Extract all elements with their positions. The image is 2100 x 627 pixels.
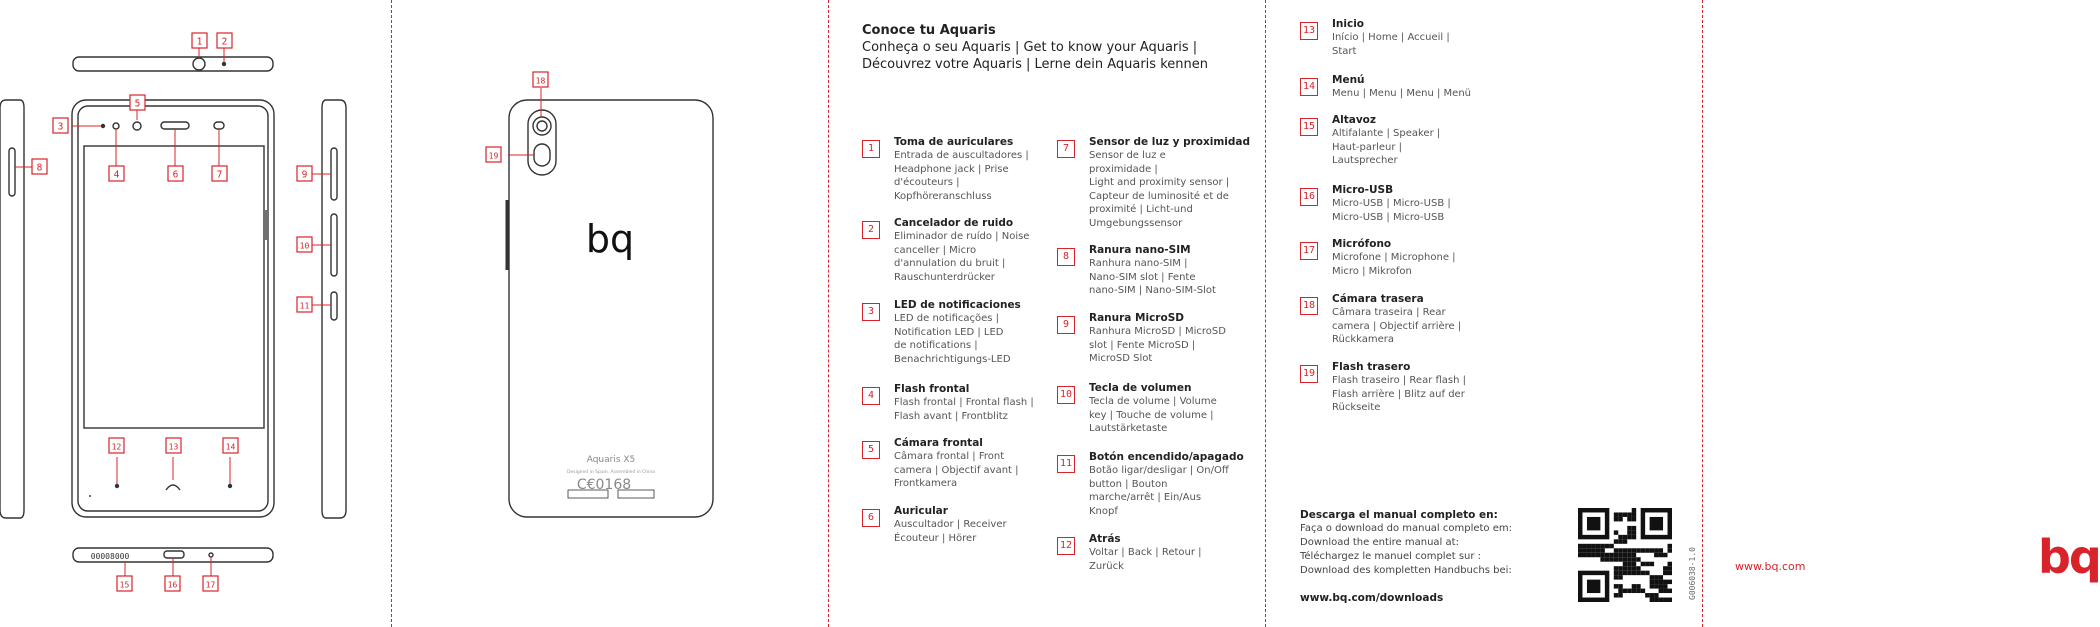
part-name: Altavoz bbox=[1332, 114, 1376, 126]
part-description-line: Botão ligar/desligar | On/Off bbox=[1089, 465, 1229, 476]
part-description bbox=[1089, 149, 1229, 230]
callout-15: 15 bbox=[119, 580, 130, 590]
part-number-box: 14 bbox=[1300, 78, 1318, 96]
part-description-line: Rauschunterdrücker bbox=[894, 271, 995, 283]
part-name: Botón encendido/apagado bbox=[1089, 451, 1244, 463]
part-description-line: Haut-parleur | bbox=[1332, 141, 1403, 153]
part-description-line: Lautstärketaste bbox=[1089, 423, 1168, 434]
download-line: Faça o download do manual completo em: bbox=[1300, 523, 1512, 534]
part-description-line: Kopfhöreranschluss bbox=[894, 190, 992, 202]
part-description-line: Zurück bbox=[1089, 560, 1124, 572]
part-description-line: Umgebungssensor bbox=[1089, 217, 1183, 229]
callout-7: 7 bbox=[216, 169, 223, 181]
part-description bbox=[1089, 546, 1202, 573]
part-name: Auricular bbox=[894, 505, 948, 517]
part-description-line: Light and proximity sensor | bbox=[1089, 177, 1230, 188]
part-number-box: 1 bbox=[862, 140, 880, 158]
website-link[interactable]: www.bq.com bbox=[1735, 560, 1806, 573]
phone-top-view bbox=[73, 57, 273, 71]
part-description-line: Altifalante | Speaker | bbox=[1332, 128, 1441, 139]
part-number-box: 3 bbox=[862, 303, 880, 321]
part-description bbox=[894, 396, 1034, 423]
part-name: Menú bbox=[1332, 74, 1365, 86]
part-name: LED de notificaciones bbox=[894, 299, 1021, 311]
front-camera bbox=[133, 122, 141, 130]
part-description-line: Capteur de luminosité et de bbox=[1089, 190, 1229, 202]
callout-2: 2 bbox=[221, 36, 228, 48]
part-description-line: Ranhura nano-SIM | bbox=[1089, 258, 1188, 269]
part-description bbox=[1332, 31, 1450, 58]
part-description-line: slot | Fente MicroSD | bbox=[1089, 339, 1196, 351]
part-description-line: Rückkamera bbox=[1332, 334, 1395, 345]
part-description-line: Notification LED | LED bbox=[894, 326, 1004, 338]
part-description-line: nano-SIM | Nano-SIM-Slot bbox=[1089, 285, 1216, 296]
brand-logo: bq bbox=[2038, 530, 2100, 584]
micro-usb-port bbox=[164, 551, 184, 558]
callout-9: 9 bbox=[301, 169, 308, 181]
part-number-box: 12 bbox=[1057, 537, 1075, 555]
callout-17: 17 bbox=[205, 580, 216, 590]
part-description-line: Eliminador de ruído | Noise bbox=[894, 231, 1030, 242]
callout-12: 12 bbox=[111, 442, 122, 452]
part-number-box: 18 bbox=[1300, 297, 1318, 315]
phone-right-side bbox=[322, 100, 346, 518]
part-number-box: 7 bbox=[1057, 140, 1075, 158]
microphone-hole bbox=[209, 553, 213, 557]
home-key bbox=[166, 485, 180, 490]
part-name: Atrás bbox=[1089, 533, 1121, 545]
part-number-box: 8 bbox=[1057, 248, 1075, 266]
part-number-box: 16 bbox=[1300, 188, 1318, 206]
rear-flash bbox=[534, 144, 550, 166]
part-number-box: 5 bbox=[862, 441, 880, 459]
part-name: Micro-USB bbox=[1332, 184, 1394, 196]
part-name: Ranura nano-SIM bbox=[1089, 244, 1191, 256]
back-key bbox=[116, 485, 119, 488]
part-number-box: 6 bbox=[862, 509, 880, 527]
page-subtitle-2: Découvrez votre Aquaris | Lerne dein Aquaris kennen bbox=[862, 57, 1208, 72]
part-number-box: 2 bbox=[862, 221, 880, 239]
callout-19: 19 bbox=[488, 151, 499, 161]
part-name: Toma de auriculares bbox=[894, 136, 1014, 148]
callout-16: 16 bbox=[167, 580, 178, 590]
part-description-line: d'écouteurs | bbox=[894, 177, 960, 188]
part-description-line: Rückseite bbox=[1332, 402, 1381, 413]
part-description-line: Micro-USB | Micro-USB bbox=[1332, 211, 1445, 223]
part-name: Micrófono bbox=[1332, 238, 1392, 250]
qr-code bbox=[1578, 508, 1672, 602]
part-description-line: Frontkamera bbox=[894, 478, 958, 489]
callout-10: 10 bbox=[299, 241, 310, 251]
volume-key bbox=[331, 214, 337, 276]
part-description-line: Flash traseiro | Rear flash | bbox=[1332, 375, 1467, 386]
microsd-slot bbox=[331, 148, 337, 200]
part-description bbox=[1089, 464, 1229, 518]
back-cert: C€0168 bbox=[576, 477, 632, 493]
part-description-line: proximité | Licht-und bbox=[1089, 204, 1193, 215]
power-key bbox=[331, 292, 337, 320]
part-description bbox=[1332, 197, 1451, 224]
part-description-line: Entrada de auscultadores | bbox=[894, 150, 1029, 161]
download-block bbox=[1300, 508, 1512, 578]
part-description-line: MicroSD Slot bbox=[1089, 353, 1153, 364]
part-description-line: Flash arrière | Blitz auf der bbox=[1332, 388, 1465, 400]
part-number-box: 9 bbox=[1057, 316, 1075, 334]
part-description-line: key | Touche de volume | bbox=[1089, 409, 1214, 421]
part-number-box: 4 bbox=[862, 387, 880, 405]
part-name: Flash trasero bbox=[1332, 361, 1411, 373]
part-description-line: marche/arrêt | Ein/Aus bbox=[1089, 492, 1202, 503]
part-description bbox=[894, 230, 1029, 284]
front-flash bbox=[113, 123, 119, 129]
part-description bbox=[894, 450, 1019, 491]
part-description-line: canceller | Micro bbox=[894, 244, 977, 256]
document-code: G006038-1.0 bbox=[1688, 547, 1697, 600]
device-diagram bbox=[0, 0, 840, 627]
part-description-line: Benachrichtigungs-LED bbox=[894, 353, 1011, 365]
part-description-line: Ranhura MicroSD | MicroSD bbox=[1089, 326, 1226, 337]
light-sensor bbox=[214, 122, 224, 129]
download-url[interactable]: www.bq.com/downloads bbox=[1300, 592, 1444, 604]
part-description bbox=[894, 518, 1007, 545]
bottom-serial: 00008000 bbox=[90, 552, 130, 561]
menu-key bbox=[229, 485, 232, 488]
part-number-box: 11 bbox=[1057, 455, 1075, 473]
earpiece bbox=[161, 122, 189, 129]
part-name: Flash frontal bbox=[894, 383, 970, 395]
callout-8: 8 bbox=[36, 162, 43, 174]
part-description-line: button | Bouton bbox=[1089, 478, 1168, 490]
part-number-box: 10 bbox=[1057, 386, 1075, 404]
part-description-line: Microfone | Microphone | bbox=[1332, 252, 1456, 263]
part-description-line: Écouteur | Hörer bbox=[894, 532, 977, 544]
fold-line bbox=[1702, 0, 1703, 627]
part-description-line: Knopf bbox=[1089, 505, 1118, 517]
part-description-line: Flash frontal | Frontal flash | bbox=[894, 397, 1034, 408]
part-description bbox=[1089, 395, 1217, 436]
part-description-line: d'annulation du bruit | bbox=[894, 258, 1006, 269]
part-description-line: proximidade | bbox=[1089, 163, 1158, 175]
part-name: Cámara frontal bbox=[894, 437, 983, 449]
part-description-line: Tecla de volume | Volume bbox=[1089, 396, 1217, 407]
part-name: Cámara trasera bbox=[1332, 293, 1424, 305]
rear-camera-module bbox=[528, 110, 556, 175]
callout-18: 18 bbox=[535, 76, 546, 86]
part-description-line: camera | Objectif arrière | bbox=[1332, 320, 1462, 332]
part-description bbox=[1332, 87, 1471, 101]
part-description-line: Câmara frontal | Front bbox=[894, 451, 1005, 462]
callout-14: 14 bbox=[225, 442, 236, 452]
part-description-line: Sensor de luz e bbox=[1089, 150, 1166, 161]
part-number-box: 17 bbox=[1300, 242, 1318, 260]
page-title: Conoce tu Aquaris bbox=[862, 23, 996, 38]
part-name: Inicio bbox=[1332, 18, 1365, 30]
part-description bbox=[1332, 374, 1466, 415]
callout-5: 5 bbox=[134, 98, 141, 110]
callout-13: 13 bbox=[168, 442, 179, 452]
rear-camera bbox=[533, 117, 551, 135]
part-description-line: Nano-SIM slot | Fente bbox=[1089, 271, 1196, 283]
part-number-box: 19 bbox=[1300, 365, 1318, 383]
heading-block bbox=[862, 22, 1208, 73]
part-description-line: Flash avant | Frontblitz bbox=[894, 410, 1008, 422]
download-title: Descarga el manual completo en: bbox=[1300, 509, 1498, 521]
sim-slot bbox=[9, 148, 15, 196]
noise-mic-hole bbox=[223, 63, 226, 66]
part-name: Sensor de luz y proximidad bbox=[1089, 136, 1251, 148]
part-description-line: Micro-USB | Micro-USB | bbox=[1332, 198, 1451, 209]
part-description bbox=[1332, 127, 1440, 168]
part-description-line: Headphone jack | Prise bbox=[894, 163, 1009, 175]
part-number-box: 15 bbox=[1300, 118, 1318, 136]
callout-11: 11 bbox=[299, 301, 310, 311]
part-description-line: Menu | Menu | Menu | Menü bbox=[1332, 88, 1472, 99]
phone-screen bbox=[84, 146, 264, 428]
part-description-line: Start bbox=[1332, 45, 1357, 57]
part-description bbox=[894, 312, 1011, 366]
part-description-line: camera | Objectif avant | bbox=[894, 464, 1019, 476]
part-description-line: LED de notificações | bbox=[894, 313, 1000, 324]
callout-1: 1 bbox=[196, 36, 203, 48]
part-description-line: Voltar | Back | Retour | bbox=[1089, 547, 1202, 558]
headphone-jack bbox=[193, 58, 205, 70]
part-name: Cancelador de ruido bbox=[894, 217, 1014, 229]
phone-left-side bbox=[0, 100, 24, 518]
part-number-box: 13 bbox=[1300, 22, 1318, 40]
notification-led bbox=[102, 125, 105, 128]
callout-4: 4 bbox=[113, 169, 120, 181]
part-description-line: Micro | Mikrofon bbox=[1332, 265, 1412, 277]
part-description bbox=[1332, 251, 1456, 278]
fold-line bbox=[1265, 0, 1266, 627]
callout-6: 6 bbox=[172, 169, 179, 181]
download-line: Download des kompletten Handbuchs bei: bbox=[1300, 565, 1512, 576]
back-model: Aquaris X5 bbox=[586, 455, 636, 465]
phone-front bbox=[72, 100, 274, 517]
part-name: Tecla de volumen bbox=[1089, 382, 1192, 394]
download-line: Download the entire manual at: bbox=[1300, 537, 1459, 548]
part-description-line: Auscultador | Receiver bbox=[894, 519, 1007, 530]
part-description-line: Início | Home | Accueil | bbox=[1332, 32, 1450, 43]
part-description bbox=[1089, 325, 1226, 366]
callout-3: 3 bbox=[57, 121, 64, 133]
part-description-line: Lautsprecher bbox=[1332, 155, 1398, 166]
part-name: Ranura MicroSD bbox=[1089, 312, 1184, 324]
back-small-text: Designed in Spain. Assembled in China bbox=[566, 470, 656, 475]
part-description bbox=[1089, 257, 1216, 298]
part-description-line: de notifications | bbox=[894, 340, 978, 351]
part-description bbox=[1332, 306, 1461, 347]
part-description-line: Câmara traseira | Rear bbox=[1332, 307, 1446, 318]
back-logo: bq bbox=[585, 217, 635, 261]
page-subtitle-1: Conheça o seu Aquaris | Get to know your Aquaris | bbox=[862, 40, 1198, 55]
part-description bbox=[894, 149, 1029, 203]
download-line: Téléchargez le manuel complet sur : bbox=[1300, 551, 1482, 562]
